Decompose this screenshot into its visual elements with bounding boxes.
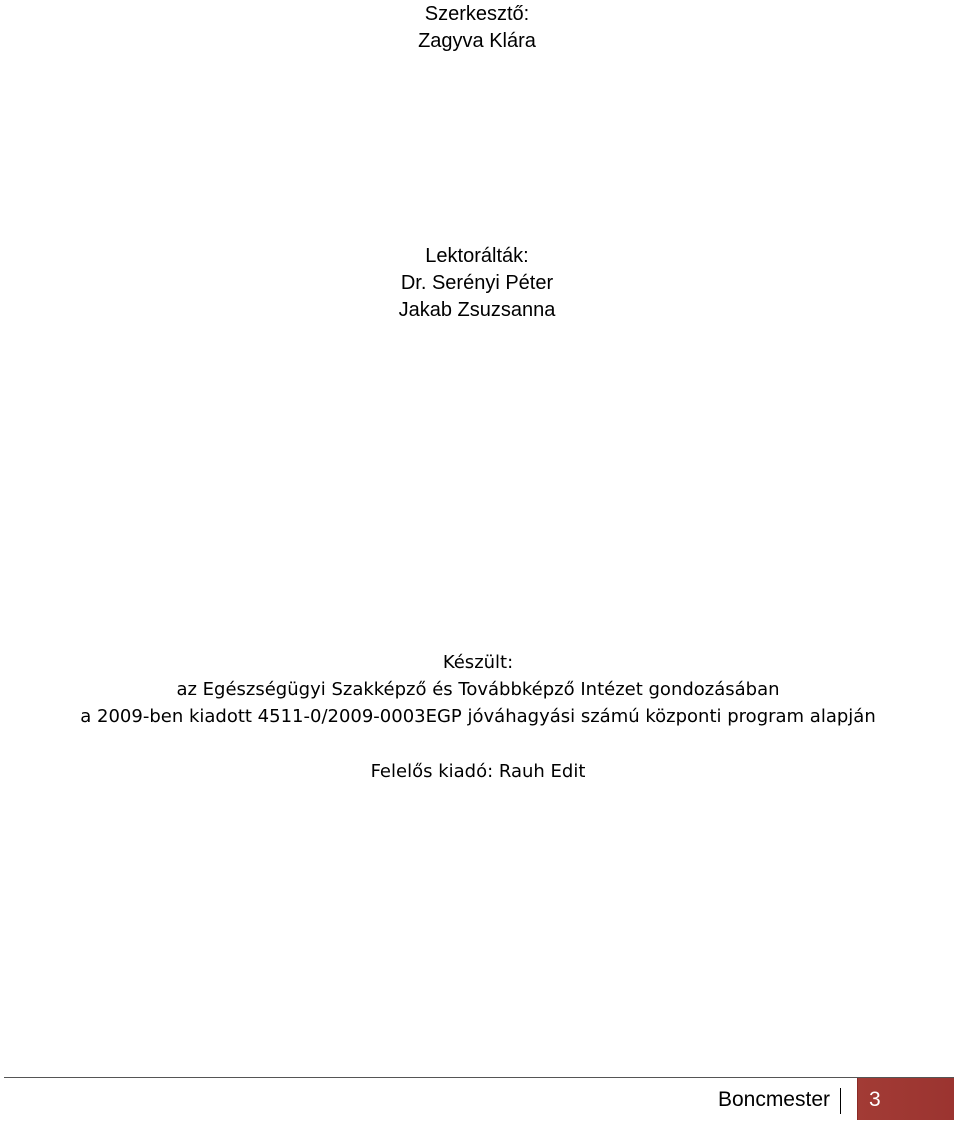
publisher-section: [0, 758, 958, 785]
made-program: a 2009-ben kiadott 4511-0/2009-0003EGP jóváhagyási számú központi program alapján: [80, 706, 876, 727]
reviewers-section: [0, 243, 957, 324]
made-institution: az Egészségügyi Szakképző és Továbbképző Intézet gondozásában: [176, 679, 780, 700]
footer-divider: [4, 1077, 954, 1078]
reviewers-label: Lektorálták:: [425, 245, 529, 267]
editor-section: [0, 1, 957, 55]
reviewer-name: Dr. Serényi Péter: [400, 272, 554, 294]
footer-title: Boncmester: [717, 1088, 830, 1111]
publisher-line: Felelős kiadó: Rauh Edit: [370, 761, 586, 782]
footer-separator: [840, 1088, 841, 1114]
page-number-box: [857, 1078, 954, 1120]
reviewer-name: Jakab Zsuzsanna: [398, 299, 556, 321]
made-section: [0, 649, 958, 730]
page-number: 3: [869, 1088, 881, 1111]
made-label: Készült:: [442, 652, 514, 673]
editor-label: Szerkesztő:: [424, 3, 530, 25]
editor-name: Zagyva Klára: [418, 30, 536, 52]
